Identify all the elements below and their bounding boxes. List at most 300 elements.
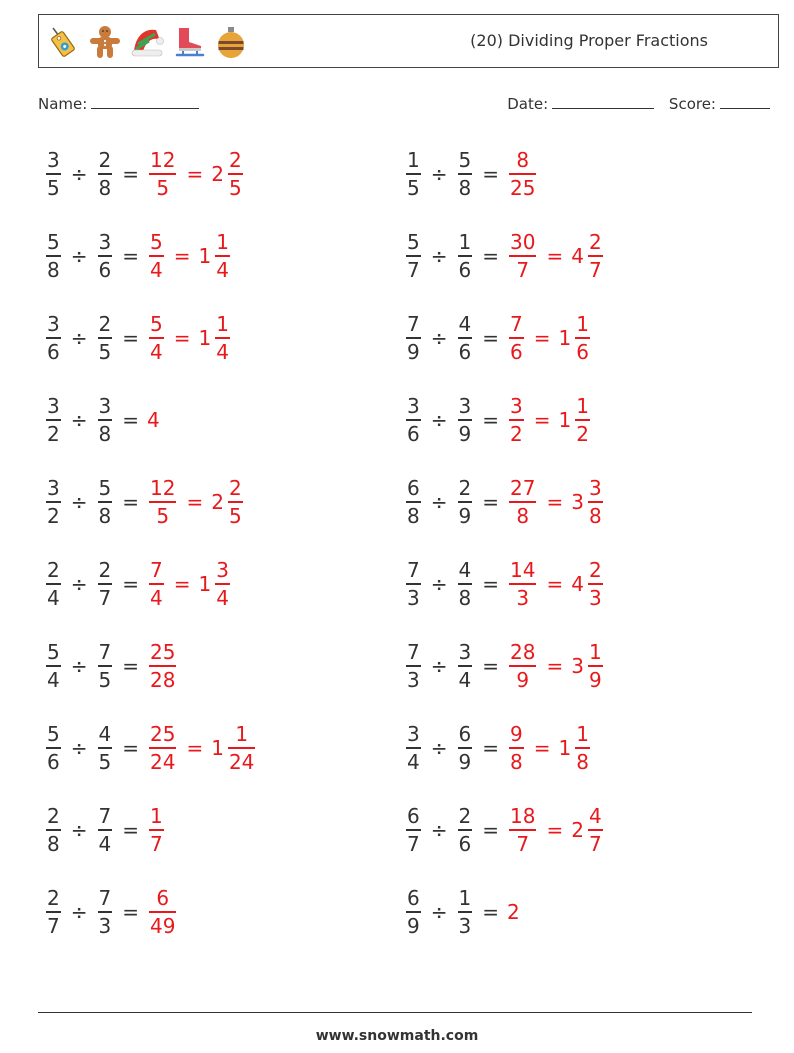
answer — [145, 886, 180, 938]
divisor-fraction — [458, 886, 473, 938]
numerator: 25 — [150, 722, 176, 747]
fraction-bar — [149, 255, 164, 257]
dividend-fraction — [406, 804, 421, 856]
denominator: 4 — [150, 257, 163, 282]
numerator: 7 — [150, 558, 163, 583]
divide-sign: ÷ — [70, 408, 88, 432]
problem-item — [402, 794, 607, 866]
denominator: 6 — [458, 339, 472, 364]
fraction-bar — [509, 829, 536, 831]
answer-whole: 2 — [507, 900, 520, 924]
mixed-whole: 1 — [558, 326, 572, 350]
denominator: 4 — [47, 667, 60, 692]
answer-fraction — [149, 148, 176, 200]
divide-sign: ÷ — [70, 900, 88, 924]
divide-sign: ÷ — [70, 326, 88, 350]
answer-fraction — [149, 640, 176, 692]
fraction-bar — [149, 911, 176, 913]
mixed-fraction — [215, 230, 230, 282]
divide-sign: ÷ — [430, 326, 448, 350]
denominator: 4 — [98, 831, 112, 856]
fraction-bar — [406, 173, 421, 175]
fraction-bar — [46, 419, 61, 421]
numerator: 18 — [510, 804, 536, 829]
divide-sign: ÷ — [430, 244, 448, 268]
answer-fraction — [149, 230, 164, 282]
equals-sign: = — [122, 490, 139, 514]
fraction-bar — [98, 911, 113, 913]
problem-item — [42, 548, 234, 620]
mixed-fraction — [588, 640, 603, 692]
numerator: 5 — [150, 230, 163, 255]
answer-fraction — [149, 558, 164, 610]
mixed-fraction — [215, 558, 230, 610]
divisor-fraction — [458, 394, 473, 446]
fraction-bar — [215, 337, 230, 339]
fraction-bar — [509, 583, 536, 585]
dividend-fraction — [406, 312, 421, 364]
fraction-bar — [406, 255, 421, 257]
divisor-fraction — [458, 804, 473, 856]
numerator: 1 — [576, 394, 589, 419]
fraction-bar — [98, 255, 113, 257]
numerator: 3 — [47, 312, 60, 337]
fraction-bar — [149, 337, 164, 339]
denominator: 7 — [407, 831, 420, 856]
worksheet-header — [38, 14, 779, 68]
dividend-fraction — [406, 558, 421, 610]
divide-sign: ÷ — [70, 244, 88, 268]
divide-sign: ÷ — [70, 736, 88, 760]
mixed-whole: 3 — [571, 654, 584, 678]
divisor-fraction — [98, 312, 113, 364]
equals-sign: = — [122, 408, 139, 432]
equals-sign: = — [122, 572, 139, 596]
numerator: 25 — [150, 640, 176, 665]
problem-item — [402, 466, 607, 538]
denominator: 6 — [47, 749, 60, 774]
mixed-fraction — [575, 394, 590, 446]
answer — [505, 394, 594, 446]
denominator: 5 — [228, 503, 242, 528]
denominator: 5 — [156, 503, 170, 528]
mixed-whole: 2 — [211, 162, 224, 186]
fraction-bar — [588, 501, 603, 503]
fraction-bar — [588, 583, 603, 585]
mixed-whole: 4 — [571, 244, 584, 268]
problem-item — [42, 794, 168, 866]
denominator: 7 — [588, 257, 602, 282]
answer — [505, 312, 594, 364]
denominator: 4 — [150, 585, 163, 610]
answer-equals-sign: = — [173, 326, 191, 350]
numerator: 5 — [150, 312, 163, 337]
fraction-bar — [46, 501, 61, 503]
name-field — [38, 92, 199, 116]
denominator: 6 — [458, 831, 472, 856]
dividend-fraction — [46, 312, 61, 364]
numerator: 30 — [510, 230, 536, 255]
mixed-fraction — [228, 476, 243, 528]
answer-fraction — [149, 312, 164, 364]
numerator: 2 — [47, 886, 60, 911]
answer-fraction — [509, 394, 524, 446]
mixed-whole: 1 — [211, 736, 224, 760]
numerator: 1 — [588, 640, 602, 665]
equals-sign: = — [482, 490, 499, 514]
fraction-bar — [149, 747, 176, 749]
numerator: 7 — [510, 312, 523, 337]
divisor-fraction — [458, 722, 473, 774]
mixed-fraction — [575, 722, 590, 774]
numerator: 3 — [47, 476, 60, 501]
mixed-whole: 4 — [571, 572, 584, 596]
answer — [505, 640, 607, 692]
answer-fraction — [509, 148, 536, 200]
fraction-bar — [458, 501, 473, 503]
answer-equals-sign: = — [173, 244, 191, 268]
fraction-bar — [588, 255, 603, 257]
dividend-fraction — [46, 886, 61, 938]
fraction-bar — [46, 173, 61, 175]
mixed-fraction — [588, 804, 603, 856]
fraction-bar — [228, 173, 243, 175]
numerator: 6 — [407, 476, 420, 501]
numerator: 3 — [407, 394, 420, 419]
numerator: 2 — [47, 804, 60, 829]
dividend-fraction — [46, 230, 61, 282]
mixed-whole: 2 — [571, 818, 584, 842]
denominator: 9 — [516, 667, 530, 692]
worksheet-title: (20) Dividing Proper Fractions — [470, 31, 708, 50]
numerator: 3 — [458, 640, 472, 665]
divide-sign: ÷ — [70, 162, 88, 186]
answer — [505, 476, 607, 528]
mixed-fraction — [228, 148, 243, 200]
answer-fraction — [149, 804, 164, 856]
dividend-fraction — [406, 230, 421, 282]
denominator: 6 — [98, 257, 112, 282]
score-line — [720, 93, 770, 109]
divide-sign: ÷ — [70, 490, 88, 514]
numerator: 4 — [98, 722, 112, 747]
numerator: 6 — [407, 804, 420, 829]
fraction-bar — [509, 419, 524, 421]
fraction-bar — [509, 747, 524, 749]
denominator: 8 — [47, 257, 60, 282]
dividend-fraction — [46, 558, 61, 610]
fraction-bar — [98, 419, 113, 421]
denominator: 49 — [150, 913, 176, 938]
fraction-bar — [458, 665, 473, 667]
numerator: 3 — [216, 558, 229, 583]
divisor-fraction — [458, 558, 473, 610]
numerator: 3 — [98, 394, 112, 419]
divisor-fraction — [458, 476, 473, 528]
problem-item — [402, 548, 607, 620]
christmas-ornament-icon — [213, 24, 249, 60]
mixed-whole: 1 — [198, 326, 212, 350]
fraction-bar — [575, 337, 590, 339]
numerator: 5 — [47, 640, 60, 665]
divide-sign: ÷ — [430, 490, 448, 514]
numerator: 1 — [150, 804, 163, 829]
numerator: 4 — [458, 312, 472, 337]
fraction-bar — [98, 747, 113, 749]
denominator: 3 — [407, 667, 420, 692]
numerator: 3 — [510, 394, 523, 419]
fraction-bar — [228, 747, 255, 749]
numerator: 2 — [588, 230, 602, 255]
fraction-bar — [46, 255, 61, 257]
date-score-field — [507, 92, 770, 116]
fraction-bar — [509, 665, 536, 667]
numerator: 7 — [407, 558, 420, 583]
fraction-bar — [46, 665, 61, 667]
fraction-bar — [458, 255, 473, 257]
divide-sign: ÷ — [430, 572, 448, 596]
score-label: Score: — [668, 95, 716, 113]
name-label: Name: — [38, 95, 88, 113]
numerator: 1 — [407, 148, 420, 173]
denominator: 7 — [150, 831, 163, 856]
denominator: 5 — [156, 175, 170, 200]
denominator: 8 — [98, 503, 112, 528]
gift-tag-icon — [45, 24, 81, 60]
denominator: 5 — [47, 175, 60, 200]
divide-sign: ÷ — [70, 818, 88, 842]
divisor-fraction — [98, 230, 113, 282]
denominator: 9 — [588, 667, 602, 692]
denominator: 9 — [458, 749, 472, 774]
numerator: 12 — [150, 148, 176, 173]
denominator: 9 — [407, 339, 420, 364]
denominator: 4 — [216, 257, 229, 282]
denominator: 3 — [588, 585, 602, 610]
mixed-whole: 2 — [211, 490, 224, 514]
fraction-bar — [149, 665, 176, 667]
problem-item — [42, 630, 180, 702]
denominator: 8 — [576, 749, 589, 774]
equals-sign: = — [482, 162, 499, 186]
problem-item — [402, 384, 594, 456]
numerator: 3 — [98, 230, 112, 255]
divisor-fraction — [98, 476, 113, 528]
divisor-fraction — [98, 558, 113, 610]
fraction-bar — [98, 501, 113, 503]
fraction-bar — [46, 337, 61, 339]
problem-item — [402, 630, 607, 702]
answer-equals-sign: = — [173, 572, 191, 596]
mixed-whole: 3 — [571, 490, 584, 514]
fraction-bar — [46, 911, 61, 913]
numerator: 1 — [216, 230, 229, 255]
equals-sign: = — [122, 326, 139, 350]
denominator: 9 — [458, 503, 472, 528]
numerator: 2 — [98, 312, 112, 337]
numerator: 14 — [510, 558, 536, 583]
fraction-bar — [406, 665, 421, 667]
santa-hat-icon — [129, 24, 165, 60]
mixed-whole: 1 — [558, 736, 572, 760]
denominator: 5 — [98, 339, 112, 364]
numerator: 7 — [98, 804, 112, 829]
answer-equals-sign: = — [546, 244, 564, 268]
answer-fraction — [149, 886, 176, 938]
denominator: 7 — [516, 831, 530, 856]
fraction-bar — [458, 829, 473, 831]
answer — [505, 900, 520, 924]
numerator: 27 — [510, 476, 536, 501]
mixed-fraction — [215, 312, 230, 364]
denominator: 6 — [458, 257, 472, 282]
denominator: 3 — [458, 913, 472, 938]
fraction-bar — [509, 501, 536, 503]
fraction-bar — [406, 337, 421, 339]
denominator: 7 — [47, 913, 60, 938]
fraction-bar — [458, 337, 473, 339]
problem-item — [42, 384, 160, 456]
answer-fraction — [509, 230, 536, 282]
fraction-bar — [509, 173, 536, 175]
denominator: 5 — [407, 175, 420, 200]
answer-equals-sign: = — [186, 162, 204, 186]
problem-item — [402, 876, 520, 948]
denominator: 6 — [510, 339, 523, 364]
answer-equals-sign: = — [533, 408, 551, 432]
answer — [145, 230, 234, 282]
equals-sign: = — [122, 900, 139, 924]
denominator: 8 — [47, 831, 60, 856]
denominator: 5 — [98, 749, 112, 774]
fraction-bar — [215, 583, 230, 585]
mixed-whole: 1 — [558, 408, 572, 432]
equals-sign: = — [482, 736, 499, 760]
fraction-bar — [149, 829, 164, 831]
fraction-bar — [46, 829, 61, 831]
denominator: 7 — [407, 257, 420, 282]
fraction-bar — [458, 911, 473, 913]
denominator: 8 — [98, 421, 112, 446]
divisor-fraction — [458, 230, 473, 282]
fraction-bar — [98, 583, 113, 585]
fraction-bar — [46, 747, 61, 749]
answer-equals-sign: = — [546, 654, 564, 678]
dividend-fraction — [46, 394, 61, 446]
dividend-fraction — [46, 804, 61, 856]
fraction-bar — [458, 747, 473, 749]
denominator: 8 — [588, 503, 602, 528]
problem-item — [42, 712, 259, 784]
divisor-fraction — [458, 312, 473, 364]
answer-fraction — [149, 476, 176, 528]
fraction-bar — [228, 501, 243, 503]
equals-sign: = — [482, 408, 499, 432]
divisor-fraction — [98, 804, 113, 856]
answer — [145, 408, 160, 432]
dividend-fraction — [406, 640, 421, 692]
problem-item — [402, 138, 540, 210]
denominator: 25 — [510, 175, 536, 200]
numerator: 2 — [228, 476, 242, 501]
problem-item — [42, 302, 234, 374]
divide-sign: ÷ — [430, 162, 448, 186]
fraction-bar — [509, 337, 524, 339]
denominator: 6 — [576, 339, 589, 364]
equals-sign: = — [122, 654, 139, 678]
name-line — [91, 93, 199, 109]
equals-sign: = — [482, 654, 499, 678]
dividend-fraction — [46, 640, 61, 692]
denominator: 3 — [407, 585, 420, 610]
gingerbread-man-icon — [87, 24, 123, 60]
divide-sign: ÷ — [430, 408, 448, 432]
answer-fraction — [509, 558, 536, 610]
numerator: 7 — [407, 312, 420, 337]
answer — [145, 312, 234, 364]
numerator: 6 — [407, 886, 420, 911]
footer-url: www.snowmath.com — [315, 1028, 479, 1044]
answer — [145, 804, 168, 856]
fraction-bar — [406, 829, 421, 831]
fraction-bar — [458, 173, 473, 175]
answer-equals-sign: = — [546, 572, 564, 596]
answer — [145, 148, 247, 200]
divide-sign: ÷ — [70, 572, 88, 596]
numerator: 9 — [510, 722, 523, 747]
date-label: Date: — [507, 95, 549, 113]
denominator: 6 — [407, 421, 420, 446]
date-line — [552, 93, 654, 109]
numerator: 1 — [216, 312, 229, 337]
numerator: 2 — [588, 558, 602, 583]
answer-fraction — [509, 640, 536, 692]
mixed-fraction — [588, 558, 603, 610]
fraction-bar — [575, 419, 590, 421]
fraction-bar — [509, 255, 536, 257]
answer-whole: 4 — [147, 408, 160, 432]
fraction-bar — [98, 173, 113, 175]
numerator: 3 — [47, 394, 60, 419]
fraction-bar — [406, 501, 421, 503]
numerator: 3 — [588, 476, 602, 501]
answer-equals-sign: = — [186, 736, 204, 760]
answer-equals-sign: = — [546, 818, 564, 842]
fraction-bar — [406, 419, 421, 421]
answer — [145, 476, 247, 528]
numerator: 3 — [407, 722, 420, 747]
equals-sign: = — [122, 162, 139, 186]
dividend-fraction — [46, 148, 61, 200]
ice-skate-icon — [171, 24, 207, 60]
numerator: 12 — [150, 476, 176, 501]
denominator: 24 — [228, 749, 255, 774]
denominator: 7 — [516, 257, 530, 282]
denominator: 7 — [588, 831, 602, 856]
numerator: 5 — [47, 722, 60, 747]
problem-item — [42, 220, 234, 292]
equals-sign: = — [482, 326, 499, 350]
fraction-bar — [588, 829, 603, 831]
dividend-fraction — [406, 722, 421, 774]
denominator: 3 — [98, 913, 112, 938]
answer-equals-sign: = — [186, 490, 204, 514]
equals-sign: = — [122, 736, 139, 760]
dividend-fraction — [46, 476, 61, 528]
answer-fraction — [149, 722, 176, 774]
equals-sign: = — [122, 244, 139, 268]
answer — [505, 558, 607, 610]
